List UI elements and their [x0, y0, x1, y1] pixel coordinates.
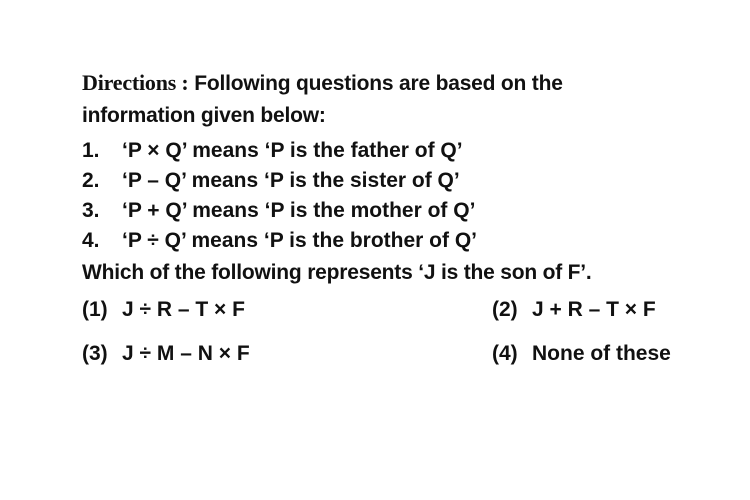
rule-text: ‘P × Q’ means ‘P is the father of Q’	[122, 139, 463, 162]
option-text: J + R – T × F	[532, 298, 656, 321]
rule-item	[82, 139, 463, 163]
rule-item	[82, 199, 475, 223]
directions-line-2: information given below:	[82, 104, 326, 127]
option-number: (3)	[82, 342, 108, 365]
rule-number: 4.	[82, 229, 100, 252]
directions-label: Directions :	[82, 70, 189, 95]
rule-text: ‘P ÷ Q’ means ‘P is the brother of Q’	[122, 229, 478, 252]
rule-item	[82, 229, 477, 253]
rule-text: ‘P + Q’ means ‘P is the mother of Q’	[122, 199, 476, 222]
option-4[interactable]	[492, 342, 671, 366]
option-1[interactable]	[82, 298, 245, 322]
rule-number: 2.	[82, 169, 100, 192]
rule-number: 3.	[82, 199, 100, 222]
question-text: Which of the following represents ‘J is the son of F’.	[82, 261, 592, 284]
option-number: (2)	[492, 298, 518, 321]
option-number: (4)	[492, 342, 518, 365]
option-2[interactable]	[492, 298, 656, 322]
option-text: J ÷ R – T × F	[122, 298, 245, 321]
rule-item	[82, 169, 460, 193]
option-3[interactable]	[82, 342, 250, 366]
option-number: (1)	[82, 298, 108, 321]
directions-line-1	[82, 70, 563, 96]
directions-text-1: Following questions are based on the	[188, 72, 563, 95]
rule-text: ‘P – Q’ means ‘P is the sister of Q’	[122, 169, 460, 192]
option-text: None of these	[532, 342, 671, 365]
rule-number: 1.	[82, 139, 100, 162]
option-text: J ÷ M – N × F	[122, 342, 250, 365]
